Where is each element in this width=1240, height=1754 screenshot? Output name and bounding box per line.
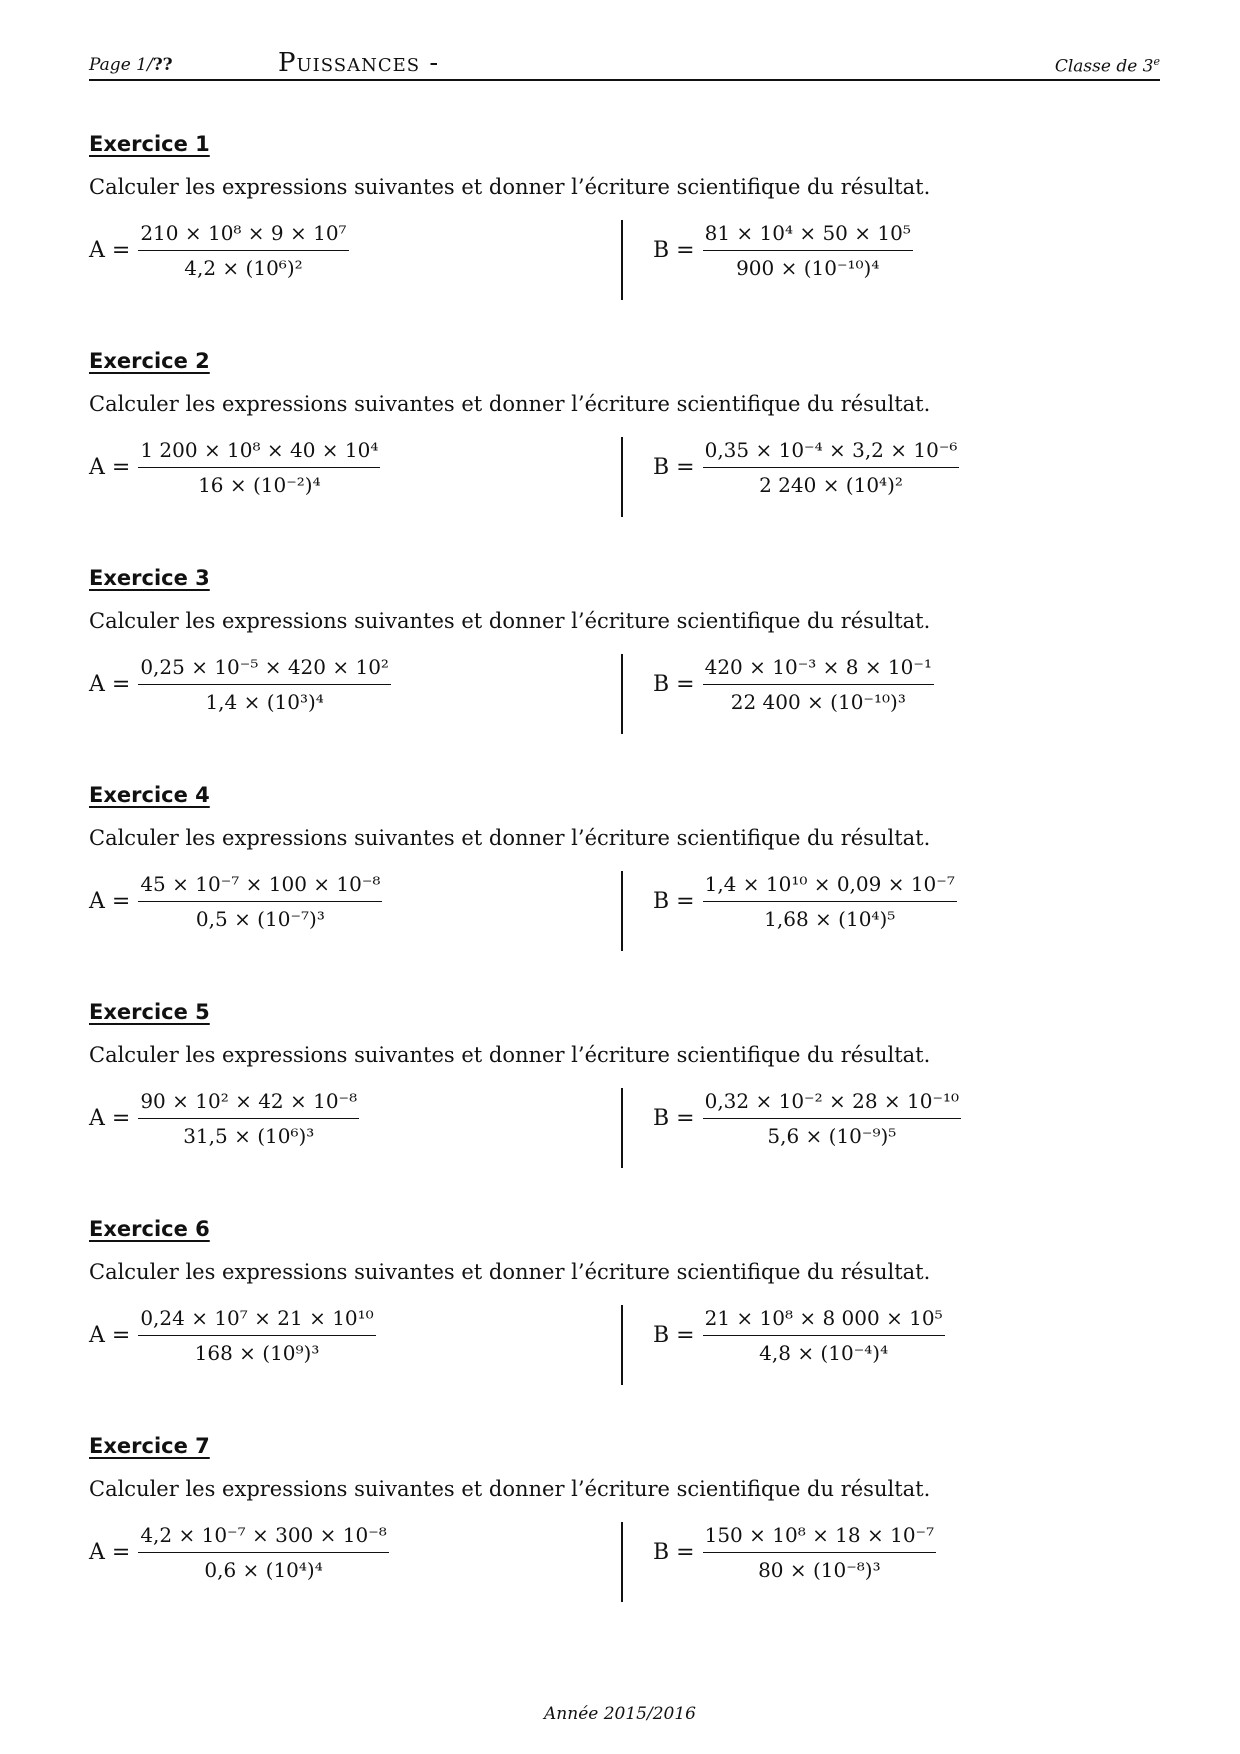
exercise-title: Exercice 7 <box>89 1434 210 1458</box>
column-divider <box>621 871 623 951</box>
numerator-a: 0,24 × 10⁷ × 21 × 10¹⁰ <box>138 1305 375 1336</box>
denominator-a: 16 × (10⁻²)⁴ <box>198 473 321 497</box>
exercise-instruction: Calculer les expressions suivantes et donner l’écriture scientifique du résultat. <box>89 1260 931 1284</box>
expression-b <box>653 437 959 498</box>
class-label <box>1055 55 1160 77</box>
class-text: Classe de 3 <box>1054 56 1154 77</box>
fraction-a <box>138 1522 388 1583</box>
exercise-1 <box>89 132 1160 332</box>
numerator-a: 210 × 10⁸ × 9 × 10⁷ <box>138 220 348 251</box>
fraction-a <box>138 437 380 498</box>
exercise-instruction: Calculer les expressions suivantes et donner l’écriture scientifique du résultat. <box>89 1477 931 1501</box>
exercise-title: Exercice 6 <box>89 1217 210 1241</box>
denominator-a: 168 × (10⁹)³ <box>194 1341 320 1365</box>
fraction-a <box>138 1088 359 1149</box>
exercise-2 <box>89 349 1160 549</box>
denominator-a: 31,5 × (10⁶)³ <box>183 1124 315 1148</box>
numerator-b: 21 × 10⁸ × 8 000 × 10⁵ <box>703 1305 945 1336</box>
exercise-6 <box>89 1217 1160 1417</box>
denominator-a: 4,2 × (10⁶)² <box>184 256 303 280</box>
column-divider <box>621 220 623 300</box>
expression-b-label: B = <box>653 238 695 263</box>
expression-b <box>653 1305 945 1366</box>
expression-a <box>89 220 349 281</box>
expression-a-label: A = <box>89 672 131 697</box>
numerator-a: 0,25 × 10⁻⁵ × 420 × 10² <box>138 654 391 685</box>
document-title: Puissances - <box>278 48 440 78</box>
denominator-b: 5,6 × (10⁻⁹)⁵ <box>767 1124 897 1148</box>
fraction-b <box>703 1305 945 1366</box>
numerator-b: 420 × 10⁻³ × 8 × 10⁻¹ <box>703 654 934 685</box>
fraction-a <box>138 1305 375 1366</box>
denominator-b: 2 240 × (10⁴)² <box>759 473 903 497</box>
expression-a-label: A = <box>89 455 131 480</box>
expression-b <box>653 220 913 281</box>
exercise-5 <box>89 1000 1160 1200</box>
expression-a-label: A = <box>89 1323 131 1348</box>
page-label: Page 1/ <box>89 55 153 75</box>
expression-b <box>653 654 934 715</box>
denominator-a: 0,6 × (10⁴)⁴ <box>204 1558 323 1582</box>
numerator-b: 81 × 10⁴ × 50 × 10⁵ <box>703 220 913 251</box>
expression-a-label: A = <box>89 889 131 914</box>
expression-a <box>89 437 380 498</box>
expression-b-label: B = <box>653 672 695 697</box>
exercise-title: Exercice 4 <box>89 783 210 807</box>
numerator-a: 4,2 × 10⁻⁷ × 300 × 10⁻⁸ <box>138 1522 388 1553</box>
exercise-instruction: Calculer les expressions suivantes et donner l’écriture scientifique du résultat. <box>89 826 931 850</box>
fraction-a <box>138 871 382 932</box>
fraction-b <box>703 871 957 932</box>
numerator-b: 1,4 × 10¹⁰ × 0,09 × 10⁻⁷ <box>703 871 957 902</box>
denominator-b: 900 × (10⁻¹⁰)⁴ <box>736 256 880 280</box>
expression-a <box>89 1305 376 1366</box>
expression-b-label: B = <box>653 1323 695 1348</box>
numerator-a: 1 200 × 10⁸ × 40 × 10⁴ <box>138 437 380 468</box>
expression-a <box>89 1088 359 1149</box>
exercise-instruction: Calculer les expressions suivantes et donner l’écriture scientifique du résultat. <box>89 609 931 633</box>
expression-b <box>653 1522 936 1583</box>
page-footer: Année 2015/2016 <box>544 1704 696 1724</box>
exercise-instruction: Calculer les expressions suivantes et donner l’écriture scientifique du résultat. <box>89 175 931 199</box>
exercise-title: Exercice 2 <box>89 349 210 373</box>
expression-a-label: A = <box>89 1106 131 1131</box>
fraction-b <box>703 1522 937 1583</box>
page-total: ?? <box>152 55 173 75</box>
expression-b-label: B = <box>653 1540 695 1565</box>
fraction-a <box>138 654 391 715</box>
exercise-title: Exercice 1 <box>89 132 210 156</box>
expression-b-label: B = <box>653 1106 695 1131</box>
numerator-a: 45 × 10⁻⁷ × 100 × 10⁻⁸ <box>138 871 382 902</box>
expression-b <box>653 871 957 932</box>
expression-a-label: A = <box>89 1540 131 1565</box>
fraction-a <box>138 220 348 281</box>
numerator-a: 90 × 10² × 42 × 10⁻⁸ <box>138 1088 359 1119</box>
denominator-b: 1,68 × (10⁴)⁵ <box>764 907 896 931</box>
denominator-a: 1,4 × (10³)⁴ <box>205 690 324 714</box>
denominator-a: 0,5 × (10⁻⁷)³ <box>195 907 325 931</box>
denominator-b: 22 400 × (10⁻¹⁰)³ <box>730 690 906 714</box>
class-superscript: e <box>1153 55 1160 68</box>
page-number <box>89 55 173 75</box>
numerator-b: 0,32 × 10⁻² × 28 × 10⁻¹⁰ <box>703 1088 961 1119</box>
page-header <box>89 45 1160 81</box>
column-divider <box>621 654 623 734</box>
denominator-b: 80 × (10⁻⁸)³ <box>758 1558 881 1582</box>
exercise-instruction: Calculer les expressions suivantes et donner l’écriture scientifique du résultat. <box>89 392 931 416</box>
expression-b <box>653 1088 961 1149</box>
exercise-4 <box>89 783 1160 983</box>
fraction-b <box>703 654 934 715</box>
exercise-instruction: Calculer les expressions suivantes et donner l’écriture scientifique du résultat. <box>89 1043 931 1067</box>
numerator-b: 150 × 10⁸ × 18 × 10⁻⁷ <box>703 1522 937 1553</box>
expression-a <box>89 1522 389 1583</box>
column-divider <box>621 437 623 517</box>
column-divider <box>621 1305 623 1385</box>
exercise-7 <box>89 1434 1160 1634</box>
expression-b-label: B = <box>653 455 695 480</box>
fraction-b <box>703 1088 961 1149</box>
exercise-title: Exercice 5 <box>89 1000 210 1024</box>
expression-b-label: B = <box>653 889 695 914</box>
column-divider <box>621 1088 623 1168</box>
fraction-b <box>703 220 913 281</box>
expression-a-label: A = <box>89 238 131 263</box>
denominator-b: 4,8 × (10⁻⁴)⁴ <box>759 1341 889 1365</box>
expression-a <box>89 654 391 715</box>
expression-a <box>89 871 382 932</box>
column-divider <box>621 1522 623 1602</box>
fraction-b <box>703 437 960 498</box>
exercise-title: Exercice 3 <box>89 566 210 590</box>
numerator-b: 0,35 × 10⁻⁴ × 3,2 × 10⁻⁶ <box>703 437 960 468</box>
exercise-3 <box>89 566 1160 766</box>
